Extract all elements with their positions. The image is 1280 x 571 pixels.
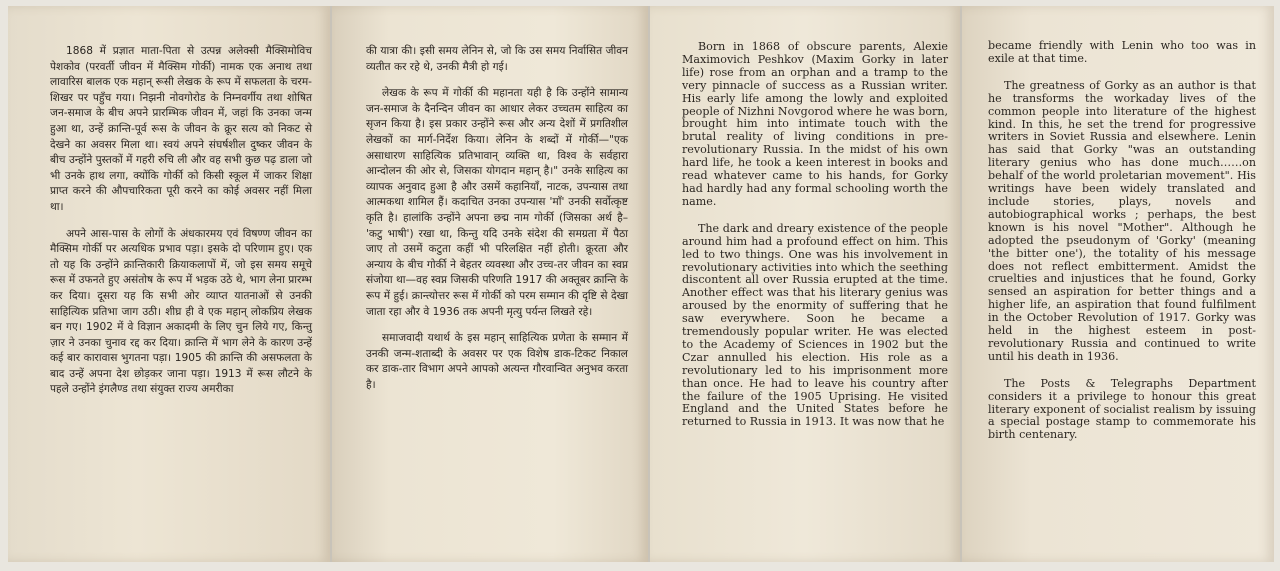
english-paragraph: became friendly with Lenin who too was in exile at that time. xyxy=(988,39,1256,65)
english-paragraph: Born in 1868 of obscure parents, Alexie Maximovich Peshkov (Maxim Gorky in later life) rose from an orphan and a tramp to the very pinnacle of success as a Russian writer. His early life among the lowly and exploited people of Nizhni Novgorod where he was born, brought him into intimate touch with the brutal reality of living conditions in pre-revolutionary Russia. In the midst of his own hard life, he took a keen interest in books and read whatever came to his hands, for Gorky had hardly had any formal schooling worth the name. xyxy=(682,40,948,208)
panel-english-2 xyxy=(962,6,1274,562)
english-paragraph: The greatness of Gorky as an author is that he transforms the workaday lives of the common people into literature of the highest kind. In this, he set the trend for progressive writers in Soviet Russia and elsewhere. Lenin has said that Gorky "was an outstanding literary genius who has done much……on behalf of the world proletarian movement". His writings have been widely translated and include stories, plays, novels and autobiographical works ; perhaps, the best known is his novel "Mother". Although he adopted the pseudonym of 'Gorky' (meaning 'the bitter one'), the totality of his message does not reflect embitterment. Amidst the cruelties and injustices that he found, Gorky sensed an aspiration for better things and a higher life, an aspiration that found fulfilment in the October Revolution of 1917. Gorky was held in the highest esteem in post-revolutionary Russia and continued to write until his death in 1936. xyxy=(988,78,1256,363)
english-column-2 xyxy=(988,40,1256,442)
hindi-paragraph: लेखक के रूप में गोर्की की महानता यही है कि उन्होंने सामान्य जन-समाज के दैनन्दिन जीवन का आधार लेकर उच्चतम साहित्य का सृजन किया है। इस प्रकार उन्होंने रूस और अन्य देशों में प्रगतिशील लेखकों का मार्ग-निर्देश किया। लेनिन के शब्दों में गोर्की—"एक असाधारण साहित्यिक प्रतिभावान् व्यक्ति था, विश्व के सर्वहारा आन्दोलन की ओर से, जिसका योगदान महान् है।" उनके साहित्य का व्यापक अनुवाद हुआ है और उसमें कहानियाँ, नाटक, उपन्यास तथा आत्मकथा शामिल हैं। कदाचित उनका उपन्यास 'माँ' उनकी सर्वोत्कृष्ट कृति है। हालांकि उन्होंने अपना छद्म नाम गोर्की (जिसका अर्थ है– 'कटु भाषी') रखा था, किन्तु यदि उनके संदेश की समग्रता में पैठा जाए तो उसमें कटुता कहीं भी परिलक्षित नहीं होती। क्रूरता और अन्याय के बीच गोर्की ने बेहतर व्यवस्था और उच्च-तर जीवन का स्वप्न संजोया था—वह स्वप्न जिसकी परिणति 1917 की अक्तूबर क्रान्ति के रूप में हुई। क्रान्त्योत्तर रूस में गोर्की को परम सम्मान की दृष्टि से देखा जाता रहा और वे 1936 तक अपनी मृत्यु पर्यन्त लिखते रहे। xyxy=(366,87,628,318)
hindi-paragraph: की यात्रा की। इसी समय लेनिन से, जो कि उस समय निर्वासित जीवन व्यतीत कर रहे थे, उनकी मैत्री हो गई। xyxy=(366,45,628,73)
panel-hindi-1 xyxy=(8,6,330,562)
hindi-column-2 xyxy=(366,44,628,393)
panel-english-1 xyxy=(650,6,960,562)
english-paragraph: The dark and dreary existence of the people around him had a profound effect on him. This led to two things. One was his involvement in revolutionary activities into which the seething discontent all over Russia erupted at the time. Another effect was that his literary genius was aroused by the enormity of suffering that he saw everywhere. Soon he became a tremendously popular writer. He was elected to the Academy of Sciences in 1902 but the Czar annulled his election. His role as a revolutionary led to his imprisonment more than once. He had to leave his country after the failure of the 1905 Uprising. He visited England and the United States before he returned to Russia in 1913. It was now that he xyxy=(682,221,948,429)
english-column-1 xyxy=(682,41,948,429)
hindi-column-1 xyxy=(50,44,312,398)
hindi-paragraph: अपने आस-पास के लोगों के अंधकारमय एवं विषण्ण जीवन का मैक्सिम गोर्की पर अत्यधिक प्रभाव पड़ा। इसके दो परिणाम हुए। एक तो यह कि उन्होंने क्रान्तिकारी क्रियाकलापों में, जो इस समय समूचे रूस में उफनते हुए असंतोष के रूप में भड़क उठे थे, भाग लेना प्रारम्भ कर दिया। दूसरा यह कि सभी ओर व्याप्त यातनाओं से उनकी साहित्यिक प्रतिभा जाग उठी। शीघ्र ही वे एक महान् लोकप्रिय लेखक बन गए। 1902 में वे विज्ञान अकादमी के लिए चुन लिये गए, किन्तु ज़ार ने उनका चुनाव रद्द कर दिया। क्रान्ति में भाग लेने के कारण उन्हें कई बार कारावास भुगतना पड़ा। 1905 की क्रान्ति की असफलता के बाद उन्हें अपना देश छोड़कर जाना पड़ा। 1913 में रूस लौटने के पहले उन्होंने इंगलैण्ड तथा संयुक्त राज्य अमरीका xyxy=(50,227,312,396)
hindi-paragraph: 1868 में प्रज्ञात माता-पिता से उत्पन्न अलेक्सी मैक्सिमोविच पेशकोव (परवर्ती जीवन में मैक्सिम गोर्की) नामक एक अनाथ तथा लावारिस बालक एक महान् रूसी लेखक के रूप में सफलता के चरम-शिखर पर पहुँच गया। निझनी नोवगोरोड के निम्नवर्गीय तथा शोषित जन-समाज के बीच अपने प्रारम्भिक जीवन में, जहां कि उनका जन्म हुआ था, उन्हें क्रान्ति-पूर्व रूस के जीवन के क्रूर सत्य को निकट से देखने का अवसर मिला था। स्वयं अपने संघर्षशील दुष्कर जीवन के बीच उन्होंने पुस्तकों में गहरी रुचि ली और वह सभी कुछ पढ़ डाला जो भी उनके हाथ लगा, क्योंकि गोर्की को किसी स्कूल में जाकर शिक्षा प्राप्त करने की औपचारिकता पूरी करने का कोई अवसर नहीं मिला था। xyxy=(50,45,312,213)
english-paragraph: The Posts & Telegraphs Department considers it a privilege to honour this great literary exponent of socialist realism by issuing a special postage stamp to commemorate his birth centenary. xyxy=(988,376,1256,442)
hindi-paragraph: समाजवादी यथार्थ के इस महान् साहित्यिक प्रणेता के सम्मान में उनकी जन्म-शताब्दी के अवसर पर एक विशेष डाक-टिकट निकाल कर डाक-तार विभाग अपने आपको अत्यन्त गौरवान्वित अनुभव करता है। xyxy=(366,332,628,391)
panel-hindi-2 xyxy=(332,6,648,562)
folded-brochure xyxy=(8,6,1274,566)
